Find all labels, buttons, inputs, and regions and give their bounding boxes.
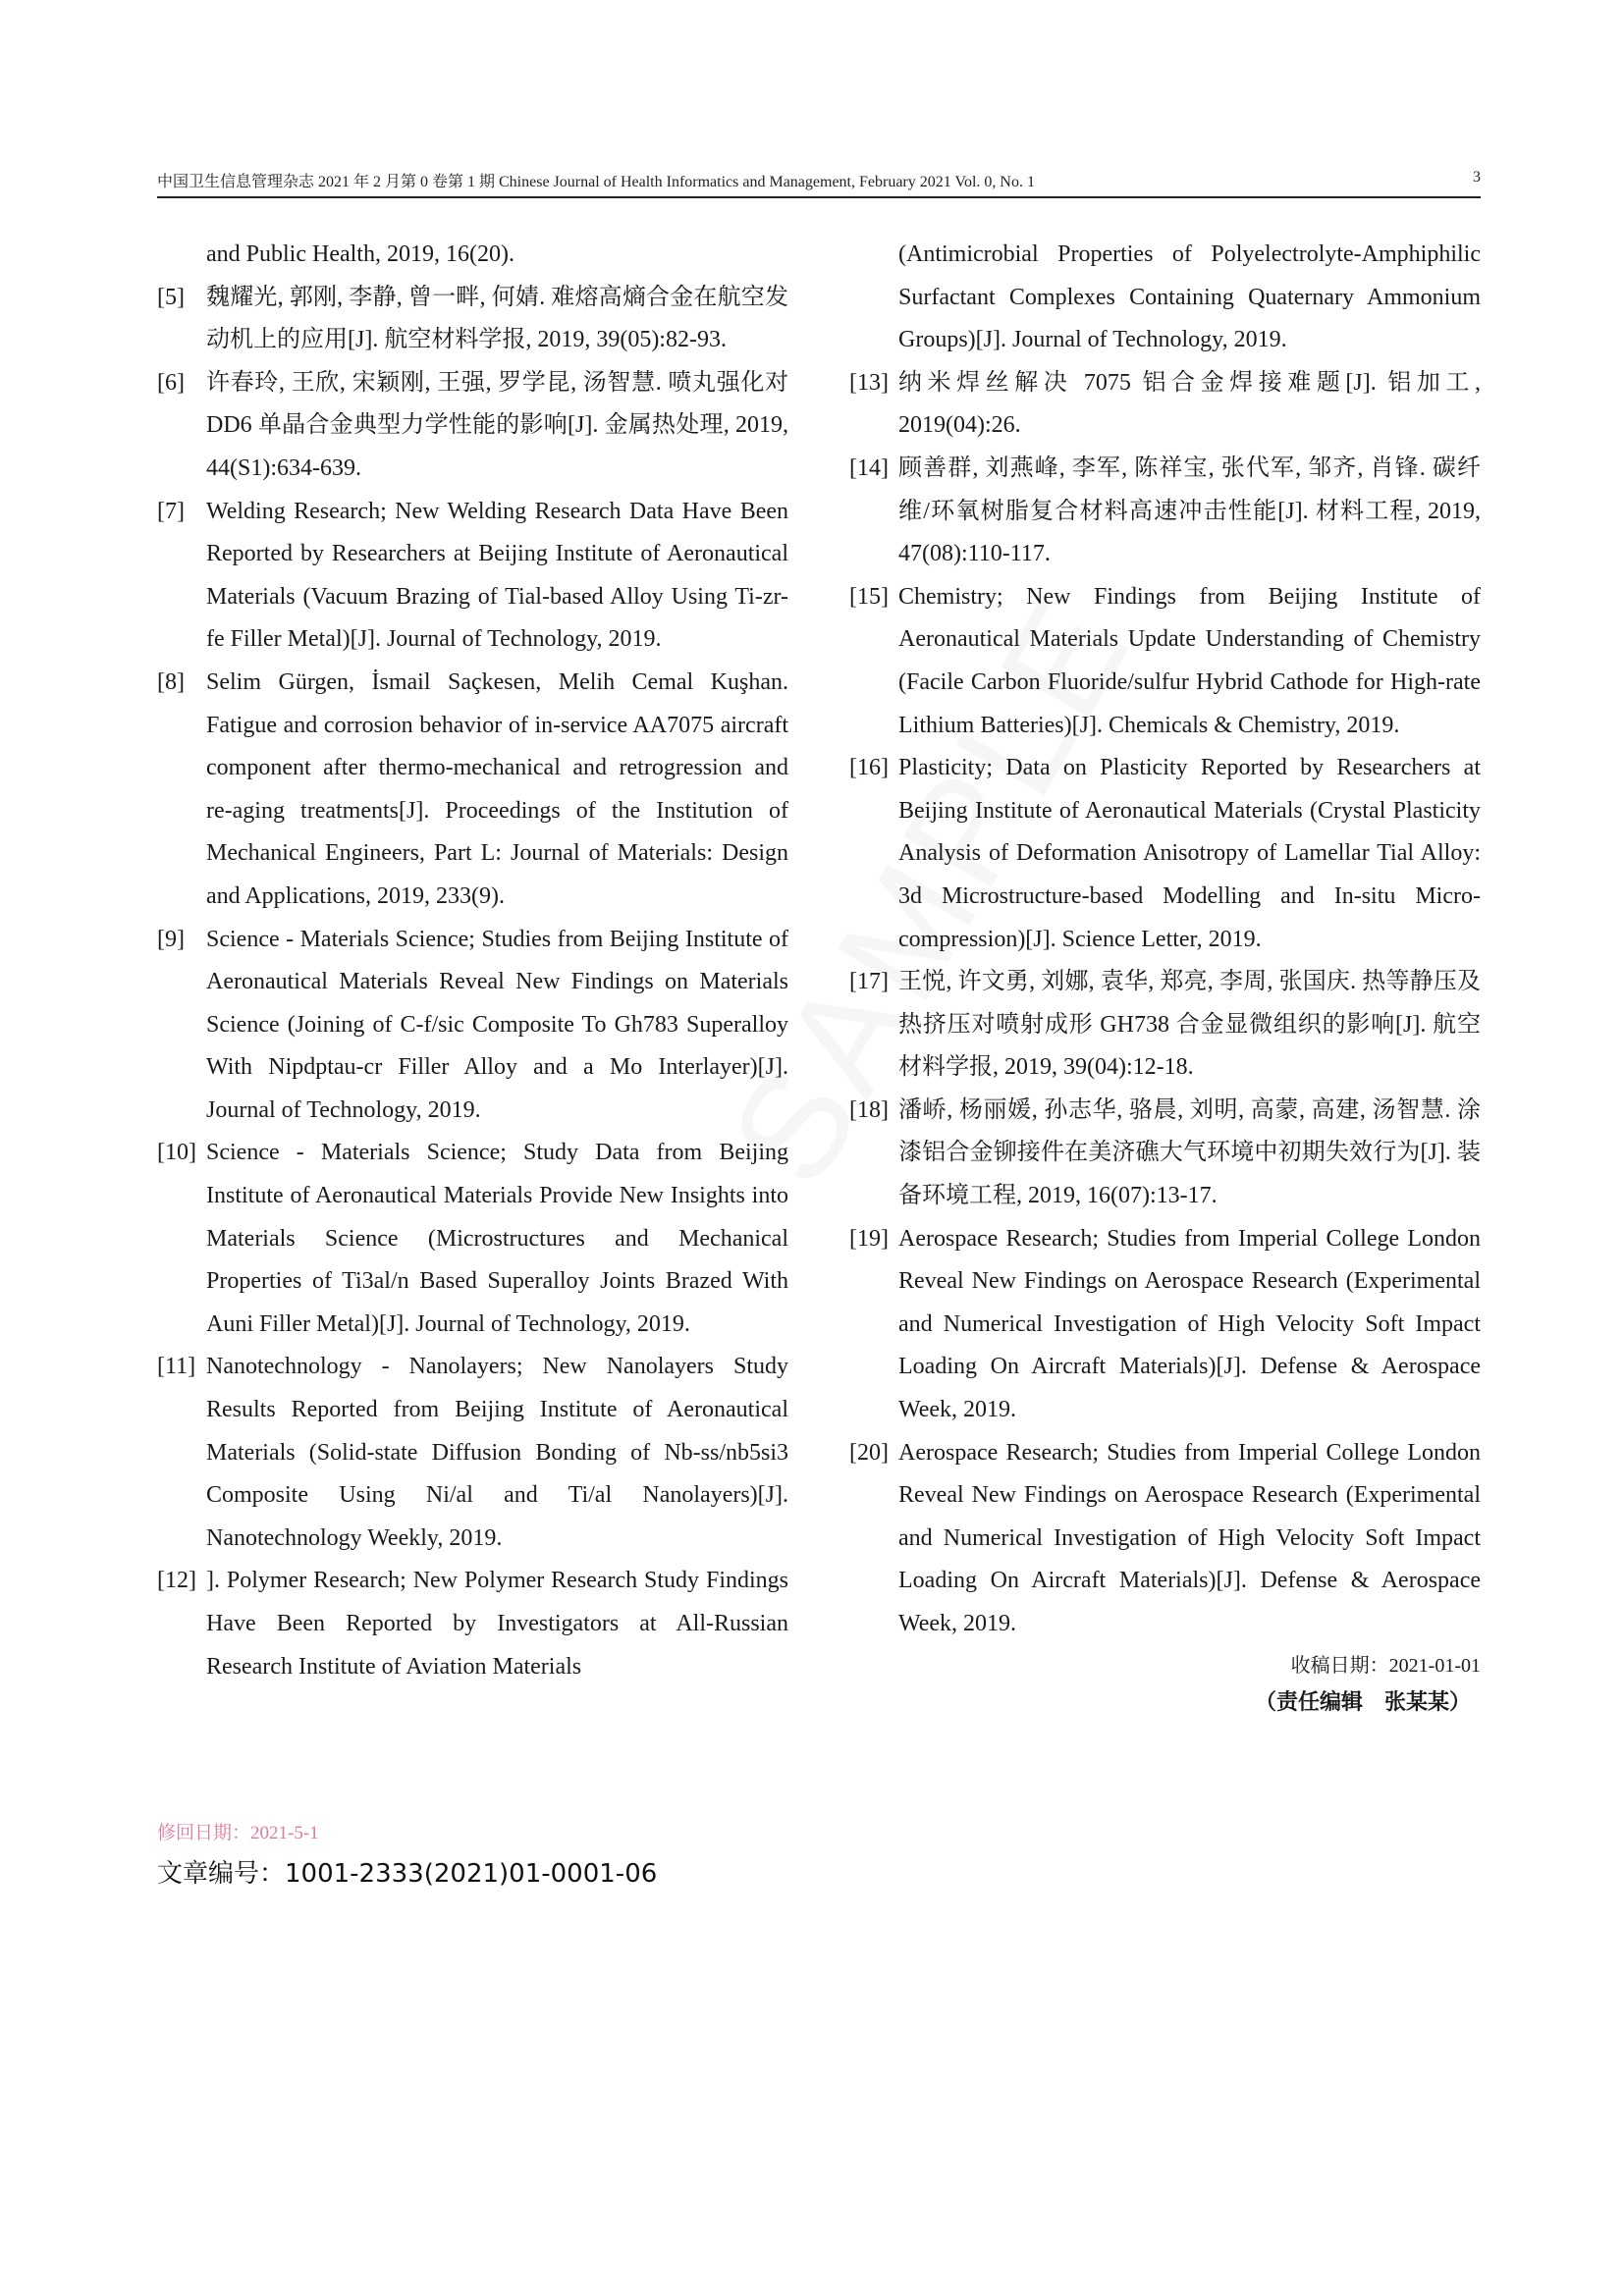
reference-entry	[157, 362, 788, 491]
reference-entry	[157, 1560, 788, 1688]
reference-text: 王悦, 许文勇, 刘娜, 袁华, 郑亮, 李周, 张国庆. 热等静压及热挤压对喷射成形 GH738 合金显微组织的影响[J]. 航空材料学报, 2019, 39(04):12-18.	[898, 969, 1481, 1081]
responsible-editor: （责任编辑 张某某）	[1254, 1689, 1471, 1715]
reference-entry	[157, 919, 788, 1133]
reference-text: 纳米焊丝解决 7075 铝合金焊接难题[J]. 铝加工, 2019(04):26.	[898, 369, 1481, 439]
reference-number: [6]	[157, 369, 185, 396]
reference-number: [5]	[157, 284, 185, 310]
reference-number: [8]	[157, 668, 185, 695]
running-header	[157, 169, 1481, 194]
journal-line: 中国卫生信息管理杂志 2021 年 2 月第 0 卷第 1 期 Chinese Journal of Health Informatics and Management, February 2021 Vol. 0, No. 1	[157, 174, 1035, 190]
reference-number: [12]	[157, 1568, 196, 1594]
reference-text: Plasticity; Data on Plasticity Reported by Researchers at Beijing Institute of Aeronautical Materials (Crystal Plasticity Analysis of Deformation Anisotropy of Lamellar Tial Alloy: 3d Microstructure-based Modelling and In-situ Micro-compression)[J]. Science Letter, 2019.	[898, 755, 1481, 952]
reference-text: 顾善群, 刘燕峰, 李军, 陈祥宝, 张代军, 邹齐, 肖锋. 碳纤维/环氧树脂复合材料高速冲击性能[J]. 材料工程, 2019, 47(08):110-117.	[898, 454, 1481, 567]
reference-entry	[849, 1090, 1481, 1218]
reference-number: [18]	[849, 1096, 889, 1123]
reference-entry	[849, 576, 1481, 747]
reference-entry	[157, 277, 788, 362]
page-number: 3	[1473, 169, 1481, 186]
reference-entry	[849, 234, 1481, 362]
reference-number: [13]	[849, 369, 889, 396]
reference-text: Aerospace Research; Studies from Imperial College London Reveal New Findings on Aerospace Research (Experimental and Numerical Investigation of High Velocity Soft Impact Loading On Aircraft Materials)[J]. Defense & Aerospace Week, 2019.	[898, 1225, 1481, 1423]
reference-text: Welding Research; New Welding Research Data Have Been Reported by Researchers at Beijing Institute of Aeronautical Materials (Vacuum Brazing of Tial-based Alloy Using Ti-zr-fe Filler Metal)[J]. Journal of Technology, 2019.	[206, 498, 788, 653]
reference-text: Aerospace Research; Studies from Imperial College London Reveal New Findings on Aerospace Research (Experimental and Numerical Investigation of High Velocity Soft Impact Loading On Aircraft Materials)[J]. Defense & Aerospace Week, 2019.	[898, 1439, 1481, 1636]
reference-number: [10]	[157, 1140, 196, 1166]
reference-number: [20]	[849, 1439, 889, 1466]
reference-number: [11]	[157, 1354, 196, 1380]
right-column	[849, 234, 1481, 1721]
reference-text: ]. Polymer Research; New Polymer Research Study Findings Have Been Reported by Investigators at All-Russian Research Institute of Aviation Materials	[206, 1568, 788, 1680]
reference-number: [14]	[849, 454, 889, 481]
reference-text: Selim Gürgen, İsmail Saçkesen, Melih Cemal Kuşhan. Fatigue and corrosion behavior of in-service AA7075 aircraft component after thermo-mechanical and retrogression and re-aging treatments[J]. Proceedings of the Institution of Mechanical Engineers, Part L: Journal of Materials: Design and Applications, 2019, 233(9).	[206, 668, 788, 909]
reference-text: Nanotechnology - Nanolayers; New Nanolayers Study Results Reported from Beijing Institute of Aeronautical Materials (Solid-state Diffusion Bonding of Nb-ss/nb5si3 Composite Using Ni/al and Ti/al Nanolayers)[J]. Nanotechnology Weekly, 2019.	[206, 1354, 788, 1551]
reference-entry	[849, 1432, 1481, 1646]
reference-number: [19]	[849, 1225, 889, 1252]
revised-date: 修回日期：2021-5-1	[157, 1823, 319, 1843]
reference-entry	[849, 961, 1481, 1090]
reference-number: [7]	[157, 498, 185, 524]
reference-number: [9]	[157, 926, 185, 952]
reference-text: 魏耀光, 郭刚, 李静, 曾一畔, 何婧. 难熔高熵合金在航空发动机上的应用[J]. 航空材料学报, 2019, 39(05):82-93.	[206, 284, 788, 353]
reference-text: Science - Materials Science; Study Data from Beijing Institute of Aeronautical Materials Provide New Insights into Materials Science (Microstructures and Mechanical Properties of Ti3al/n Based Superalloy Joints Brazed With Auni Filler Metal)[J]. Journal of Technology, 2019.	[206, 1140, 788, 1337]
reference-entry	[849, 362, 1481, 448]
left-column	[157, 234, 788, 1688]
reference-entry	[849, 1218, 1481, 1432]
reference-entry	[849, 448, 1481, 576]
reference-number: [17]	[849, 969, 889, 995]
reference-entry	[157, 1346, 788, 1560]
reference-entry	[157, 1132, 788, 1346]
reference-number: [15]	[849, 583, 889, 610]
reference-number: [16]	[849, 755, 889, 781]
reference-entry	[157, 662, 788, 919]
header-rule	[157, 196, 1481, 198]
reference-entry	[157, 234, 788, 277]
reference-text: Chemistry; New Findings from Beijing Institute of Aeronautical Materials Update Understanding of Chemistry (Facile Carbon Fluoride/sulfur Hybrid Cathode for High-rate Lithium Batteries)[J]. Chemicals & Chemistry, 2019.	[898, 583, 1481, 738]
received-date: 收稿日期：2021-01-01	[1290, 1654, 1481, 1677]
reference-entry	[849, 747, 1481, 961]
reference-text: Science - Materials Science; Studies from Beijing Institute of Aeronautical Materials Reveal New Findings on Materials Science (Joining of C-f/sic Composite To Gh783 Superalloy With Nipdptau-cr Filler Alloy and a Mo Interlayer)[J]. Journal of Technology, 2019.	[206, 926, 788, 1123]
reference-text: 许春玲, 王欣, 宋颖刚, 王强, 罗学昆, 汤智慧. 喷丸强化对 DD6 单晶合金典型力学性能的影响[J]. 金属热处理, 2019, 44(S1):634-639.	[206, 369, 788, 481]
reference-entry	[157, 491, 788, 662]
article-number: 文章编号：1001-2333(2021)01-0001-06	[157, 1859, 658, 1889]
reference-text: (Antimicrobial Properties of Polyelectrolyte-Amphiphilic Surfactant Complexes Containing Quaternary Ammonium Groups)[J]. Journal of Technology, 2019.	[898, 241, 1481, 353]
reference-text: and Public Health, 2019, 16(20).	[206, 241, 514, 267]
reference-text: 潘峤, 杨丽媛, 孙志华, 骆晨, 刘明, 高蒙, 高建, 汤智慧. 涂漆铝合金铆接件在美济礁大气环境中初期失效行为[J]. 装备环境工程, 2019, 16(07):13-17.	[898, 1096, 1481, 1209]
